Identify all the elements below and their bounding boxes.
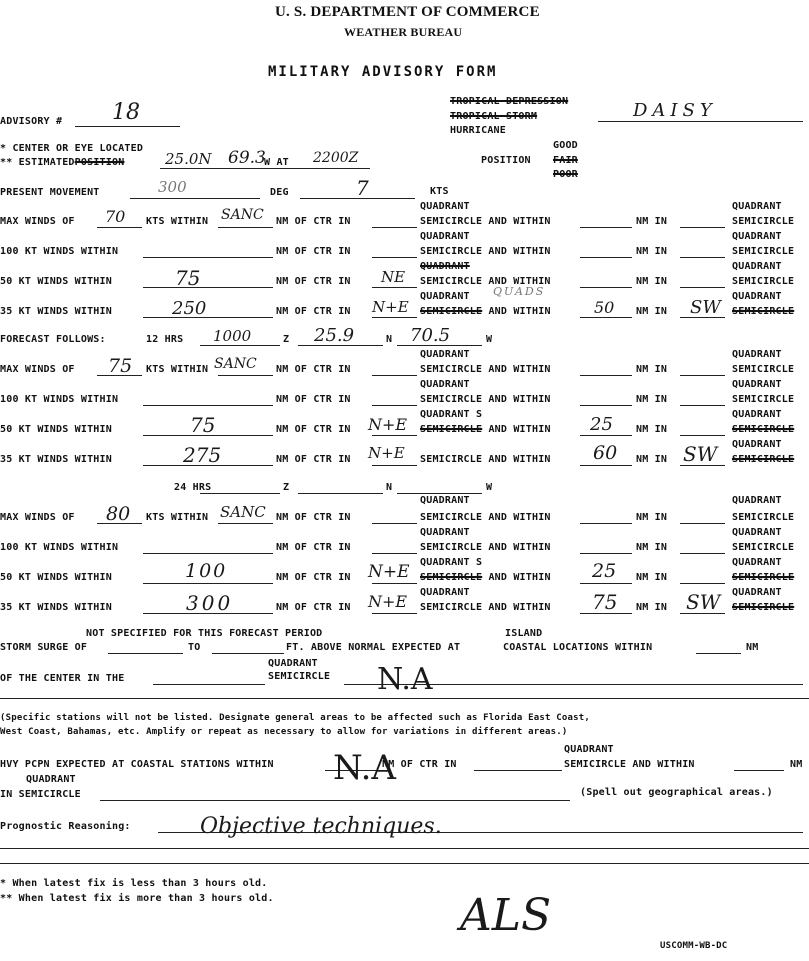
nm-in-label: NM IN <box>636 276 668 287</box>
f12-w35-in-value: SW <box>683 442 718 466</box>
position-field[interactable] <box>160 168 370 169</box>
quadrant-field[interactable] <box>372 287 417 288</box>
within-field[interactable] <box>580 317 632 318</box>
specific-note-2: West Coast, Bahamas, etc. Amplify or repeat as necessary to allow for variations in different areas.) <box>0 727 568 737</box>
center-eye-label: * CENTER OR EYE LOCATED <box>0 143 144 154</box>
within-field[interactable] <box>580 375 632 376</box>
prognostic-line[interactable] <box>0 848 809 849</box>
form-code: USCOMM-WB-DC <box>660 941 728 951</box>
w-label: W <box>486 334 493 345</box>
fair-option[interactable]: FAIR <box>553 155 578 166</box>
f12-lat-value: 25.9 <box>314 325 355 346</box>
quadrant-field[interactable] <box>372 583 417 584</box>
prognostic-line[interactable] <box>0 863 809 864</box>
f12-w35-label: 35 KT WINDS WITHIN <box>0 454 112 465</box>
surge-from-field[interactable] <box>108 653 183 654</box>
within-field[interactable] <box>580 227 632 228</box>
semicircle-label: SEMICIRCLE <box>732 276 795 287</box>
form-title: MILITARY ADVISORY FORM <box>268 64 498 80</box>
surge-line[interactable] <box>0 698 809 699</box>
movement-value: 300 <box>158 178 187 196</box>
and-within-text: AND WITHIN <box>488 306 551 317</box>
estimated-prefix: ** ESTIMATED <box>0 157 75 168</box>
w-label: W <box>486 482 493 493</box>
within-field[interactable] <box>580 435 632 436</box>
coastal-locations-label: COASTAL LOCATIONS WITHIN <box>503 642 653 653</box>
quadrant-field[interactable] <box>372 317 417 318</box>
nm-of-ctr-label: NM OF CTR IN <box>276 454 351 465</box>
f12-w35-within-value: 60 <box>593 442 618 464</box>
f12-w50-label: 50 KT WINDS WITHIN <box>0 424 112 435</box>
pcpn-within-field[interactable] <box>734 770 784 771</box>
prognostic-label: Prognostic Reasoning: <box>0 821 131 832</box>
quadrant-label: QUADRANT <box>732 349 782 360</box>
nm-of-ctr-in-label: NM OF CTR IN <box>382 759 457 770</box>
tropical-depression-option[interactable]: TROPICAL DEPRESSION <box>450 96 569 107</box>
quadrant-label: QUADRANT <box>26 774 76 785</box>
quadrant-label: QUADRANT <box>564 744 614 755</box>
w35-label: 35 KT WINDS WITHIN <box>0 306 112 317</box>
nm-of-ctr-label: NM OF CTR IN <box>276 542 351 553</box>
f12-w50-within-value: 25 <box>590 414 613 435</box>
f24-w100-field[interactable] <box>143 553 273 554</box>
kts-label: KTS <box>430 186 449 197</box>
semicircle-label: SEMICIRCLE <box>732 572 795 583</box>
nm-of-ctr-label: NM OF CTR IN <box>276 306 351 317</box>
quadrant-label: QUADRANT <box>732 439 782 450</box>
ft-above-label: FT. ABOVE NORMAL EXPECTED AT <box>286 642 461 653</box>
semicircle-struck: SEMICIRCLE <box>420 306 483 317</box>
latitude-value: 25.0N <box>165 150 212 168</box>
semicircle-label: SEMICIRCLE <box>732 246 795 257</box>
semicircle-within-label: SEMICIRCLE AND WITHIN <box>420 512 551 523</box>
quadrant-label: QUADRANT <box>732 231 782 242</box>
f24-w100-label: 100 KT WINDS WITHIN <box>0 542 119 553</box>
semicircle-label: SEMICIRCLE <box>732 364 795 375</box>
f12-w35-value: 275 <box>183 443 222 467</box>
quadrant-label: QUADRANT <box>420 527 470 538</box>
semicircle-label: SEMICIRCLE <box>732 542 795 553</box>
time-value: 2200Z <box>313 150 359 166</box>
hrs12-label: 12 HRS <box>146 334 184 345</box>
kts-within-label: KTS WITHIN <box>146 216 209 227</box>
nm-of-ctr-label: NM OF CTR IN <box>276 246 351 257</box>
quadrant-label: QUADRANT <box>420 349 470 360</box>
pcpn-areas-field[interactable] <box>100 800 570 801</box>
quadrant-label: QUADRANT <box>732 409 782 420</box>
f12-max-within-value: SANC <box>214 356 257 372</box>
present-movement-label: PRESENT MOVEMENT <box>0 187 100 198</box>
semicircle-within-label <box>420 424 551 435</box>
surge-na-value: N.A <box>377 662 433 697</box>
surge-nm-field[interactable] <box>696 653 741 654</box>
quadrant-label: QUADRANT <box>420 495 470 506</box>
w50-field[interactable] <box>143 287 273 288</box>
nm-in-label: NM IN <box>636 542 668 553</box>
f12-time-field[interactable] <box>200 345 280 346</box>
f24-w50-label: 50 KT WINDS WITHIN <box>0 572 112 583</box>
not-specified-label: NOT SPECIFIED FOR THIS FORECAST PERIOD <box>86 628 323 639</box>
f12-lon-value: 70.5 <box>410 325 451 346</box>
nm-of-ctr-label: NM OF CTR IN <box>276 424 351 435</box>
deg-label: DEG <box>270 187 289 198</box>
semicircle-struck: SEMICIRCLE <box>420 572 483 583</box>
f24-w50-quadrant-value: N+E <box>368 562 410 582</box>
w35-quadrant-value: N+E <box>372 298 409 316</box>
quadrant-field[interactable] <box>372 553 417 554</box>
quadrant-label: QUADRANT <box>268 658 318 669</box>
semicircle-label: SEMICIRCLE <box>732 394 795 405</box>
nm-in-label: NM IN <box>636 572 668 583</box>
semicircle-label: SEMICIRCLE <box>732 512 795 523</box>
semicircle-label: SEMICIRCLE <box>732 424 795 435</box>
island-label: ISLAND <box>505 628 543 639</box>
in-field[interactable] <box>680 405 725 406</box>
footnote-2: ** When latest fix is more than 3 hours old. <box>0 893 274 904</box>
quadrant-label: QUADRANT <box>732 261 782 272</box>
w-at-label: W AT <box>264 157 289 168</box>
f12-max-value: 75 <box>108 355 133 377</box>
bureau-heading: WEATHER BUREAU <box>344 25 463 39</box>
quadrant-label: QUADRANT <box>732 291 782 302</box>
f24-w50-field[interactable] <box>143 583 273 584</box>
semicircle-within-label: SEMICIRCLE AND WITHIN <box>564 759 695 770</box>
kts-within-label: KTS WITHIN <box>146 364 209 375</box>
quadrant-label: QUADRANT <box>732 201 782 212</box>
to-label: TO <box>188 642 201 653</box>
footnote-1: * When latest fix is less than 3 hours old. <box>0 878 268 889</box>
quadrant-field[interactable] <box>372 257 417 258</box>
quadrant-label: QUADRANT <box>420 379 470 390</box>
semicircle-label: SEMICIRCLE <box>732 454 795 465</box>
quadrant-field[interactable] <box>372 375 417 376</box>
nm-in-label: NM IN <box>636 364 668 375</box>
semicircle-label: SEMICIRCLE <box>732 602 795 613</box>
quadrant-label: QUADRANT <box>732 495 782 506</box>
and-within-text: AND WITHIN <box>488 572 551 583</box>
w35-within-value: 50 <box>594 298 615 317</box>
nm-label: NM <box>746 642 759 653</box>
semicircle-label: SEMICIRCLE <box>732 306 795 317</box>
nm-of-ctr-label: NM OF CTR IN <box>276 216 351 227</box>
forecast-follows-label: FORECAST FOLLOWS: <box>0 334 106 345</box>
nm-of-ctr-label: NM OF CTR IN <box>276 602 351 613</box>
f12-max-within-field[interactable] <box>218 375 273 376</box>
within-field[interactable] <box>580 553 632 554</box>
prognostic-value: Objective techniques. <box>200 814 442 839</box>
w100-field[interactable] <box>143 257 273 258</box>
quadrant-label: QUADRANT <box>732 557 782 568</box>
nm-in-label: NM IN <box>636 454 668 465</box>
estimated-position-label <box>0 157 124 168</box>
position-quality-label: POSITION <box>481 155 531 166</box>
f24-lat-field[interactable] <box>298 493 383 494</box>
max-within-field[interactable] <box>218 227 273 228</box>
semicircle-within-label: SEMICIRCLE AND WITHIN <box>420 454 551 465</box>
f24-max-within-value: SANC <box>220 503 266 521</box>
semicircle-within-label: SEMICIRCLE AND WITHIN <box>420 602 551 613</box>
quadrant-field[interactable] <box>372 465 417 466</box>
quadrant-field[interactable] <box>372 405 417 406</box>
in-field[interactable] <box>680 257 725 258</box>
f12-max-winds-label: MAX WINDS OF <box>0 364 75 375</box>
w100-label: 100 KT WINDS WITHIN <box>0 246 119 257</box>
semicircle-within-label: SEMICIRCLE AND WITHIN <box>420 364 551 375</box>
pcpn-quadrant-field[interactable] <box>474 770 562 771</box>
f12-w100-field[interactable] <box>143 405 273 406</box>
in-field[interactable] <box>680 375 725 376</box>
f24-w35-quadrant-value: N+E <box>368 592 408 611</box>
of-center-label: OF THE CENTER IN THE <box>0 673 125 684</box>
w35-in-value: SW <box>690 297 721 318</box>
max-winds-field[interactable] <box>97 227 142 228</box>
nm-of-ctr-label: NM OF CTR IN <box>276 276 351 287</box>
semicircle-within-label: SEMICIRCLE AND WITHIN <box>420 216 551 227</box>
advisory-number-field[interactable] <box>75 126 180 127</box>
f24-time-field[interactable] <box>200 493 280 494</box>
good-option[interactable]: GOOD <box>553 140 578 151</box>
within-field[interactable] <box>580 583 632 584</box>
f24-w50-value: 100 <box>185 560 228 582</box>
quadrant-field[interactable] <box>372 227 417 228</box>
max-winds-label: MAX WINDS OF <box>0 216 75 227</box>
n-label: N <box>386 334 393 345</box>
f24-lon-field[interactable] <box>397 493 482 494</box>
semicircle-label: SEMICIRCLE <box>732 216 795 227</box>
f24-max-within-field[interactable] <box>218 523 273 524</box>
semicircle-within-label: SEMICIRCLE AND WITHIN <box>420 542 551 553</box>
storm-name-field[interactable] <box>598 121 803 122</box>
nm-of-ctr-label: NM OF CTR IN <box>276 394 351 405</box>
f24-w35-within-value: 75 <box>592 590 618 614</box>
poor-option[interactable]: POOR <box>553 169 578 180</box>
surge-to-field[interactable] <box>212 653 284 654</box>
semicircle-label: SEMICIRCLE <box>268 671 331 682</box>
quadrant-field[interactable] <box>372 435 417 436</box>
advisory-number-value: 18 <box>112 100 140 125</box>
f12-w35-quadrant-value: N+E <box>368 444 405 462</box>
quadrant-s-label: QUADRANT S <box>420 557 483 568</box>
z-label: Z <box>283 334 290 345</box>
f12-w50-value: 75 <box>190 413 216 437</box>
hrs24-label: 24 HRS <box>174 482 212 493</box>
nm-in-label: NM IN <box>636 512 668 523</box>
quadrant-label: QUADRANT <box>420 291 470 302</box>
quadrant-s-label: QUADRANT S <box>420 409 483 420</box>
hurricane-option[interactable]: HURRICANE <box>450 125 506 136</box>
in-field[interactable] <box>680 435 725 436</box>
semicircle-within-label: SEMICIRCLE AND WITHIN <box>420 394 551 405</box>
f12-w100-label: 100 KT WINDS WITHIN <box>0 394 119 405</box>
quadrant-field[interactable] <box>372 523 417 524</box>
in-field[interactable] <box>680 553 725 554</box>
w50-quadrant-value: NE <box>381 268 406 286</box>
nm-in-label: NM IN <box>636 424 668 435</box>
f24-w35-in-value: SW <box>686 590 721 614</box>
quadrant-label: QUADRANT <box>420 587 470 598</box>
surge-quadrant-field[interactable] <box>153 684 265 685</box>
position-struck: POSITION <box>74 157 125 168</box>
nm-label: NM <box>790 759 803 770</box>
f24-max-winds-label: MAX WINDS OF <box>0 512 75 523</box>
w50-value: 75 <box>175 266 201 290</box>
within-field[interactable] <box>580 405 632 406</box>
storm-surge-label: STORM SURGE OF <box>0 642 88 653</box>
signature: ALS <box>460 890 552 941</box>
f12-w50-quadrant-value: N+E <box>368 415 408 434</box>
in-field[interactable] <box>680 287 725 288</box>
w50-label: 50 KT WINDS WITHIN <box>0 276 112 287</box>
semicircle-within-label: SEMICIRCLE AND WITHIN <box>420 276 551 287</box>
f12-time-value: 1000 <box>213 327 252 345</box>
max-winds-value: 70 <box>105 207 126 226</box>
quadrant-label: QUADRANT <box>420 231 470 242</box>
z-label: Z <box>283 482 290 493</box>
f24-w35-value: 300 <box>186 591 234 615</box>
hvy-pcpn-label: HVY PCPN EXPECTED AT COASTAL STATIONS WITHIN <box>0 759 274 770</box>
nm-in-label: NM IN <box>636 306 668 317</box>
in-field[interactable] <box>680 583 725 584</box>
department-heading: U. S. DEPARTMENT OF COMMERCE <box>275 4 540 20</box>
within-field[interactable] <box>580 287 632 288</box>
spell-out-label: (Spell out geographical areas.) <box>580 787 773 798</box>
semicircle-within-label <box>420 306 551 317</box>
within-field[interactable] <box>580 465 632 466</box>
semicircle-within-label <box>420 572 551 583</box>
pcpn-na-value: N.A <box>333 748 396 788</box>
nm-in-label: NM IN <box>636 394 668 405</box>
w35-field[interactable] <box>143 317 273 318</box>
within-field[interactable] <box>580 257 632 258</box>
speed-value: 7 <box>356 176 369 200</box>
nm-of-ctr-label: NM OF CTR IN <box>276 572 351 583</box>
in-field[interactable] <box>680 227 725 228</box>
semicircle-within-label: SEMICIRCLE AND WITHIN <box>420 246 551 257</box>
specific-note-1: (Specific stations will not be listed. Designate general areas to be affected such as Florida East Coast, <box>0 713 590 723</box>
w35-value: 250 <box>172 298 207 319</box>
kts-within-label: KTS WITHIN <box>146 512 209 523</box>
nm-of-ctr-label: NM OF CTR IN <box>276 364 351 375</box>
n-label: N <box>386 482 393 493</box>
in-semicircle-label: IN SEMICIRCLE <box>0 789 81 800</box>
quads-note: QUADS <box>493 285 546 298</box>
semicircle-struck: SEMICIRCLE <box>420 424 483 435</box>
longitude-value: 69.3 <box>228 148 266 168</box>
quadrant-label: QUADRANT <box>420 261 470 272</box>
f24-w50-within-value: 25 <box>592 560 617 582</box>
and-within-text: AND WITHIN <box>488 424 551 435</box>
f24-w35-label: 35 KT WINDS WITHIN <box>0 602 112 613</box>
within-field[interactable] <box>580 523 632 524</box>
nm-of-ctr-label: NM OF CTR IN <box>276 512 351 523</box>
movement-field[interactable] <box>130 198 260 199</box>
nm-in-label: NM IN <box>636 246 668 257</box>
in-field[interactable] <box>680 523 725 524</box>
max-within-value: SANC <box>221 207 264 223</box>
quadrant-label: QUADRANT <box>732 379 782 390</box>
advisory-number-label: ADVISORY # <box>0 116 63 127</box>
quadrant-field[interactable] <box>372 613 417 614</box>
nm-in-label: NM IN <box>636 602 668 613</box>
quadrant-label: QUADRANT <box>732 587 782 598</box>
quadrant-label: QUADRANT <box>420 201 470 212</box>
nm-in-label: NM IN <box>636 216 668 227</box>
f24-max-value: 80 <box>106 503 131 525</box>
storm-name-value: DAISY <box>633 100 717 121</box>
tropical-storm-option[interactable]: TROPICAL STORM <box>450 111 538 122</box>
quadrant-label: QUADRANT <box>732 527 782 538</box>
